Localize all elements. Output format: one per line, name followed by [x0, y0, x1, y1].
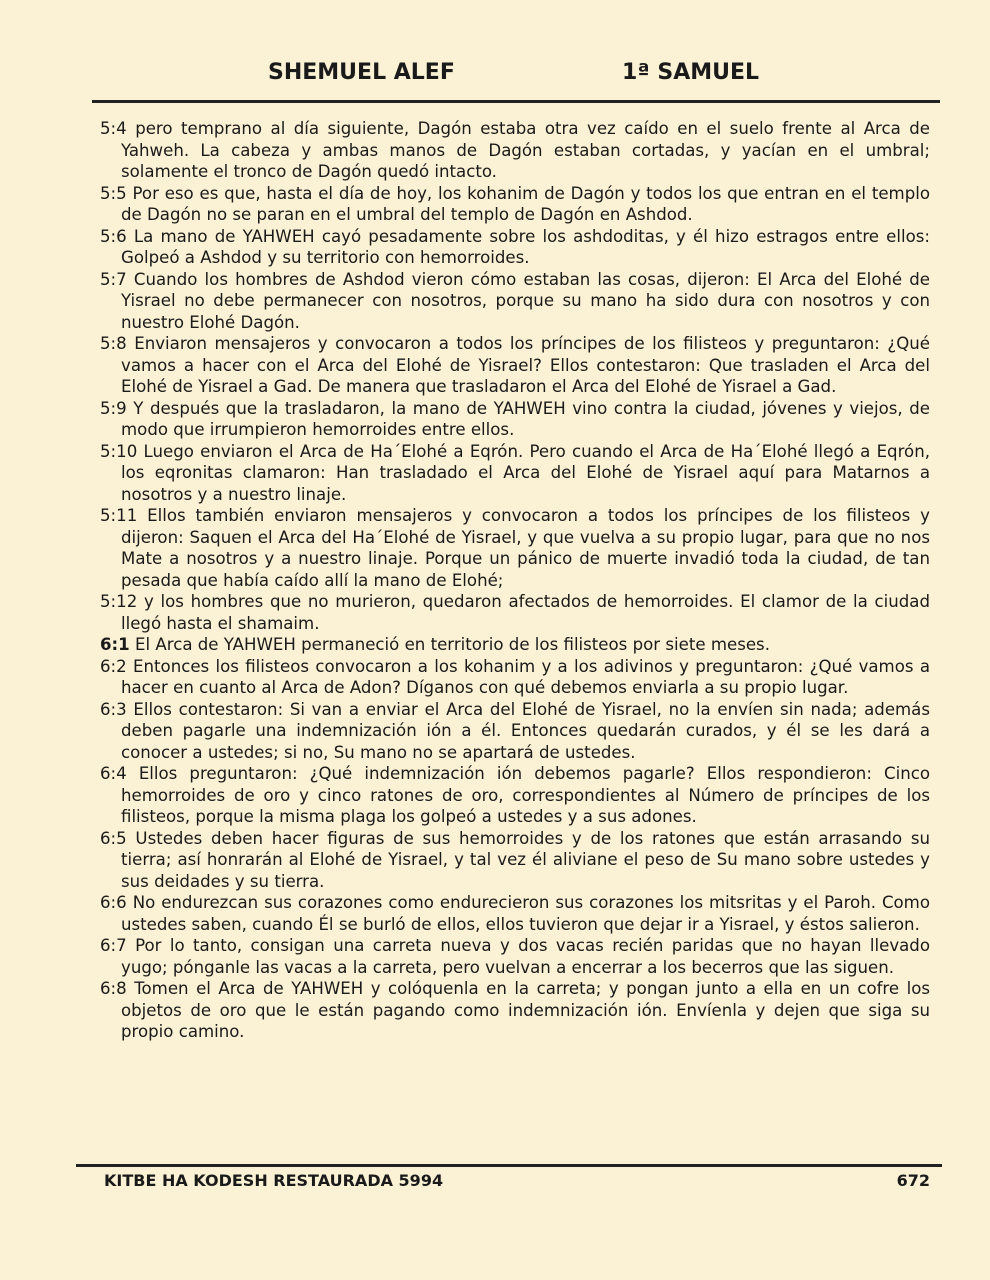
footer-rule	[76, 1164, 942, 1167]
verse-reference: 6:8	[100, 979, 127, 998]
verse-text: La mano de YAHWEH cayó pesadamente sobre los ashdoditas, y él hizo estragos entre ellos: Golpeó a Ashdod y su territorio con hemorroides.	[121, 226, 930, 267]
verse-text: Ustedes deben hacer figuras de sus hemorroides y de los ratones que están arrasando su tierra; así honrarán al Elohé de Yisrael, y tal vez él aliviane el peso de Su mano sobre ustedes y sus deidades y su tierra.	[121, 828, 930, 891]
running-footer	[104, 1171, 930, 1193]
verse	[100, 828, 930, 893]
verse-reference: 5:7	[100, 269, 127, 289]
verse	[100, 398, 930, 441]
verse-text: Ellos preguntaron: ¿Qué indemnización ión debemos pagarle? Ellos respondieron: Cinco hemorroides de oro y cinco ratones de oro, correspondientes al Número de príncipes de los filisteos, porque la misma plaga los golpeó a ustedes y a sus adones.	[121, 764, 930, 826]
verse-text: pero temprano al día siguiente, Dagón estaba otra vez caído en el suelo frente al Arca de Yahweh. La cabeza y ambas manos de Dagón estaban cortadas, y yacían en el umbral; solamente el tronco de Dagón quedó intacto.	[121, 119, 930, 181]
verse-reference: 6:2	[100, 656, 127, 676]
verse	[100, 978, 930, 1043]
verse	[100, 656, 930, 699]
footer-title: KITBE HA KODESH RESTAURADA 5994	[104, 1171, 444, 1190]
verse-text: Ellos contestaron: Si van a enviar el Arca del Elohé de Yisrael, no la envíen sin nada; además deben pagarle una indemnización ión a él. Entonces quedarán curados, y él se les dará a conocer a ustedes; si no, Su mano no se apartará de ustedes.	[121, 699, 931, 762]
verse-reference: 6:3	[100, 699, 127, 719]
verse	[100, 699, 930, 764]
verse-reference: 6:7	[100, 936, 127, 955]
verse-text: El Arca de YAHWEH permaneció en territorio de los filisteos por siete meses.	[135, 635, 770, 654]
verse	[100, 118, 930, 183]
verse-reference: 5:9	[100, 398, 127, 418]
verse-reference: 6:6	[100, 893, 127, 912]
verse-text: y los hombres que no murieron, quedaron afectados de hemorroides. El clamor de la ciudad llegó hasta el shamaim.	[121, 592, 930, 633]
verse-text: Luego enviaron el Arca de Ha´Elohé a Eqrón. Pero cuando el Arca de Ha´Elohé llegó a Eqrón, los eqronitas clamaron: Han trasladado el Arca del Elohé de Yisrael aquí para Matarnos a nosotros y a nuestro linaje.	[121, 441, 930, 504]
verse-text: Entonces los filisteos convocaron a los kohanim y a los adivinos y preguntaron: ¿Qué vamos a hacer en cuanto al Arca de Adon? Díganos con qué debemos enviarla a su propio lugar.	[121, 656, 930, 697]
verse-reference: 6:1	[100, 635, 130, 654]
verse	[100, 763, 930, 828]
verse	[100, 226, 930, 269]
verse-text: No endurezcan sus corazones como endurecieron sus corazones los mitsritas y el Paroh. Como ustedes saben, cuando Él se burló de ellos, ellos tuvieron que dejar ir a Yisrael, y éstos salieron.	[121, 893, 930, 934]
header-rule	[92, 100, 940, 103]
header-book-spanish: 1ª SAMUEL	[622, 60, 760, 85]
verse	[100, 892, 930, 935]
verse	[100, 333, 930, 398]
verse-reference: 5:8	[100, 334, 127, 353]
verse-reference: 5:10	[100, 441, 138, 461]
verse-reference: 5:12	[100, 592, 138, 611]
verse-text: Tomen el Arca de YAHWEH y colóquenla en la carreta; y pongan junto a ella en un cofre los objetos de oro que le están pagando como indemnización ión. Envíenla y dejen que siga su propio camino.	[121, 979, 930, 1041]
verse	[100, 634, 930, 656]
verse-text: Y después que la trasladaron, la mano de YAHWEH vino contra la ciudad, jóvenes y viejos, de modo que irrumpieron hemorroides entre ellos.	[121, 398, 930, 439]
verse-reference: 6:4	[100, 764, 127, 783]
verse-list	[100, 118, 930, 1043]
verse-text: Cuando los hombres de Ashdod vieron cómo estaban las cosas, dijeron: El Arca del Elohé de Yisrael no debe permanecer con nosotros, porque su mano ha sido dura con nosotros y con nuestro Elohé Dagón.	[121, 269, 931, 332]
verse-reference: 5:4	[100, 119, 127, 138]
verse-text: Ellos también enviaron mensajeros y convocaron a todos los príncipes de los filisteos y dijeron: Saquen el Arca del Ha´Elohé de Yisrael, y que vuelva a su propio lugar, para que no nos Mate a nosotros y a nuestro linaje. Porque un pánico de muerte invadió toda la ciudad, de tan pesada que había caído allí la mano de Elohé;	[121, 506, 930, 590]
page-number: 672	[896, 1171, 930, 1190]
verse	[100, 269, 930, 334]
verse	[100, 935, 930, 978]
verse-reference: 5:6	[100, 226, 127, 246]
verse-reference: 5:5	[100, 183, 127, 203]
running-header	[92, 56, 938, 90]
verse	[100, 183, 930, 226]
verse	[100, 441, 930, 506]
verse	[100, 591, 930, 634]
verse-text: Por lo tanto, consigan una carreta nueva y dos vacas recién paridas que no hayan llevado yugo; pónganle las vacas a la carreta, pero vuelvan a encerrar a los becerros que las siguen.	[121, 936, 930, 977]
header-book-hebrew: SHEMUEL ALEF	[268, 60, 455, 85]
verse-reference: 5:11	[100, 506, 138, 525]
verse-text: Enviaron mensajeros y convocaron a todos los príncipes de los filisteos y preguntaron: ¿Qué vamos a hacer con el Arca del Elohé de Yisrael? Ellos contestaron: Que trasladen el Arca del Elohé de Yisrael a Gad. De manera que trasladaron el Arca del Elohé de Yisrael a Gad.	[121, 334, 930, 396]
verse-text: Por eso es que, hasta el día de hoy, los kohanim de Dagón y todos los que entran en el templo de Dagón no se paran en el umbral del templo de Dagón en Ashdod.	[121, 183, 930, 224]
verse	[100, 505, 930, 591]
verse-reference: 6:5	[100, 828, 127, 848]
